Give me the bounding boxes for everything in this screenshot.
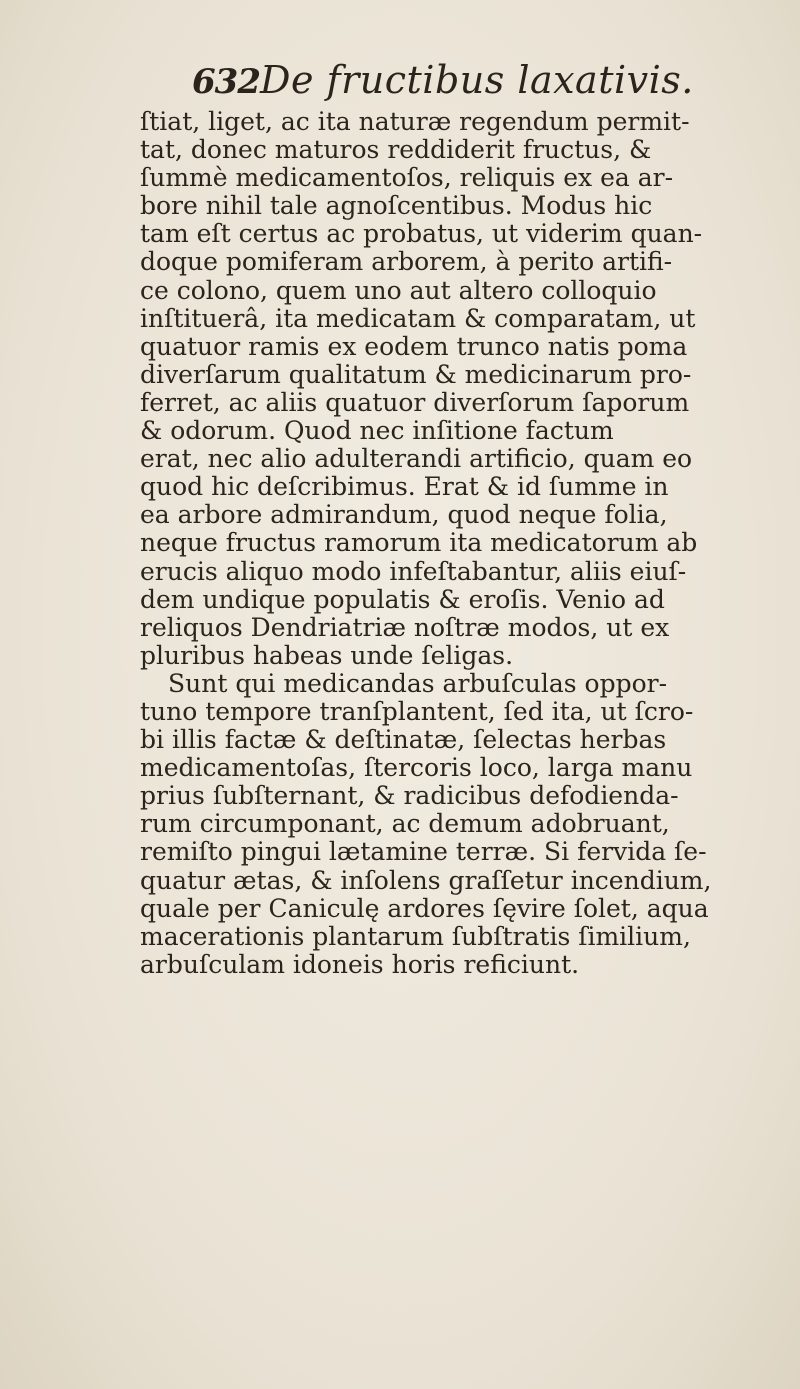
text-line: bi illis factæ & deſtinatæ, ſelectas herbas (140, 725, 667, 755)
text-line: remiſto pingui lætamine terræ. Si fervida ſe- (140, 837, 707, 867)
page-number: 632 (192, 62, 260, 102)
text-line: doque pomiferam arborem, à perito artifi- (140, 247, 673, 277)
text-line: bore nihil tale agnoſcentibus. Modus hic (140, 191, 653, 221)
text-line: tam eſt certus ac probatus, ut viderim quan- (140, 219, 703, 249)
text-line: ce colono, quem uno aut altero colloquio (140, 275, 657, 305)
body-text (140, 108, 780, 979)
page-header (192, 58, 752, 108)
text-line: prius ſubſternant, & radicibus defodienda- (140, 781, 679, 811)
text-line: inſtituerâ, ita medicatam & comparatam, ut (140, 303, 696, 333)
text-line: quatuor ramis ex eodem trunco natis poma (140, 331, 688, 361)
text-line: rum circumponant, ac demum adobruant, (140, 809, 670, 839)
text-line: arbuſculam idoneis horis reficiunt. (140, 949, 580, 979)
text-line: quale per Caniculę ardores ſęvire ſolet, aqua (140, 893, 709, 923)
text-line: tat, donec maturos reddiderit fructus, & (140, 135, 652, 165)
text-line: pluribus habeas unde ſeligas. (140, 640, 514, 670)
text-line: tuno tempore tranſplantent, ſed ita, ut ſcro- (140, 696, 694, 726)
text-line: dem undique populatis & eroſis. Venio ad (140, 584, 665, 614)
text-line: ſummè medicamentoſos, reliquis ex ea ar- (140, 163, 674, 193)
text-line: medicamentoſas, ſtercoris loco, larga manu (140, 753, 693, 783)
text-line: & odorum. Quod nec inſitione factum (140, 416, 614, 446)
text-line: erucis aliquo modo infeſtabantur, aliis eiuſ- (140, 556, 687, 586)
running-title: De fructibus laxativis. (260, 58, 694, 102)
text-line: ferret, ac aliis quatuor diverſorum ſaporum (140, 387, 690, 417)
text-line: reliquos Dendriatriæ noſtræ modos, ut ex (140, 612, 670, 642)
text-line: macerationis plantarum ſubſtratis ſimilium, (140, 921, 691, 951)
text-line: ſtiat, liget, ac ita naturæ regendum permit- (140, 107, 690, 136)
text-line: diverſarum qualitatum & medicinarum pro- (140, 359, 692, 389)
text-line: quod hic deſcribimus. Erat & id ſumme in (140, 472, 669, 502)
text-line: neque fructus ramorum ita medicatorum ab (140, 528, 698, 558)
text-line: quatur ætas, & inſolens graſſetur incendium, (140, 865, 712, 895)
paragraph-start-line: Sunt qui medicandas arbuſculas oppor- (168, 668, 668, 698)
text-line: erat, nec alio adulterandi artificio, quam eo (140, 444, 693, 474)
text-line: ea arbore admirandum, quod neque folia, (140, 500, 668, 530)
